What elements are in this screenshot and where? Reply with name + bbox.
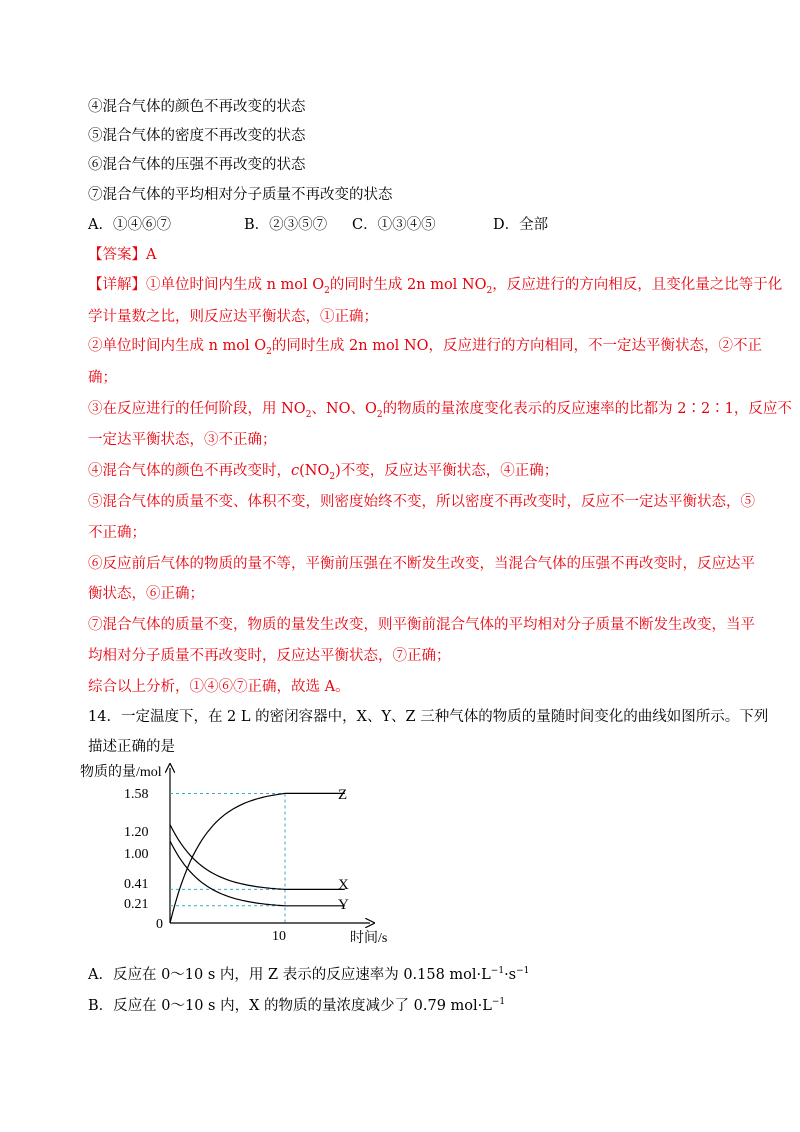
detail-line-4: 确；	[88, 370, 117, 386]
detail-line-1-c: ，反应进行的方向相反，且变化量之比等于化	[492, 277, 783, 293]
y-tick-0.41: 0.41	[124, 877, 149, 892]
y-tick-0.21: 0.21	[124, 897, 149, 912]
concentration-symbol: c	[291, 463, 300, 479]
detail-line-5-a: ③在反应进行的任何阶段，用 NO	[88, 401, 306, 417]
superscript: −1	[516, 966, 530, 977]
superscript: −1	[491, 997, 506, 1008]
subscript: 2	[486, 285, 493, 296]
question-14-line-2: 描述正确的是	[88, 739, 175, 755]
detail-line-1-a: 【详解】①单位时间内生成 n mol O	[88, 277, 325, 293]
subscript: 2	[266, 346, 272, 357]
detail-line-5	[88, 399, 792, 419]
detail-line-3	[88, 336, 762, 356]
condition-7: ⑦混合气体的平均相对分子质量不再改变的状态	[88, 187, 393, 203]
option-a-14-text: A．反应在 0～10 s 内，用 Z 表示的反应速率为 0.158 mol·L	[88, 967, 491, 983]
detail-line-14: 综合以上分析，①④⑥⑦正确，故选 A。	[88, 679, 350, 695]
detail-line-7-a: ④混合气体的颜色不再改变时，	[88, 463, 291, 479]
detail-line-13: 均相对分子质量不再改变时，反应达平衡状态，⑦正确；	[88, 648, 451, 664]
superscript: −1	[490, 966, 505, 977]
x-tick-10: 10	[272, 929, 286, 944]
y-tick-1.00: 1.00	[124, 847, 149, 862]
detail-line-7-d: )不变，反应达平衡状态，④正确；	[335, 463, 559, 479]
detail-line-3-b: 的同时生成 2n mol NO，反应进行的方向相同，不一定达平衡状态，②不正	[271, 338, 762, 354]
option-c-13: C．①③④⑤	[352, 217, 436, 233]
option-b-13: B．②③⑤⑦	[244, 217, 328, 233]
condition-5: ⑤混合气体的密度不再改变的状态	[88, 128, 306, 144]
option-a-14-unit: ·s	[504, 967, 517, 983]
detail-line-1-b: 的同时生成 2n mol NO	[329, 277, 487, 293]
detail-line-5-c: 的物质的量浓度变化表示的反应速率的比都为 2∶2∶1，反应不	[382, 401, 792, 417]
option-b-14	[88, 996, 505, 1016]
option-d-13: D．全部	[493, 217, 549, 233]
x-axis-label: 时间/s	[350, 931, 388, 946]
condition-6: ⑥混合气体的压强不再改变的状态	[88, 157, 306, 173]
option-b-14-text: B．反应在 0～10 s 内，X 的物质的量浓度减少了 0.79 mol·L	[88, 998, 492, 1014]
subscript: 2	[376, 409, 383, 420]
question-14-line-1: 14．一定温度下，在 2 L 的密闭容器中，X、Y、Z 三种气体的物质的量随时间变化的曲线如图所示。下列	[88, 709, 769, 725]
option-a-14	[88, 965, 529, 985]
series-curves	[170, 793, 345, 923]
series-label-y: Y	[338, 897, 349, 913]
detail-line-2: 学计量数之比，则反应达平衡状态，①正确；	[88, 309, 378, 325]
y-tick-0: 0	[156, 917, 163, 932]
detail-line-3-a: ②单位时间内生成 n mol O	[88, 338, 267, 354]
answer-label: 【答案】A	[88, 247, 157, 263]
condition-4: ④混合气体的颜色不再改变的状态	[88, 99, 306, 115]
detail-line-10: ⑥反应前后气体的物质的量不等，平衡前压强在不断发生改变，当混合气体的压强不再改变时，反应达平	[88, 556, 755, 572]
detail-line-12: ⑦混合气体的质量不变，物质的量发生改变，则平衡前混合气体的平均相对分子质量不断发生改变，当平	[88, 617, 755, 633]
subscript: 2	[324, 285, 330, 296]
detail-line-9: 不正确；	[88, 525, 146, 541]
detail-line-7-b: (NO	[299, 463, 330, 479]
detail-line-5-b: 、NO、O	[311, 401, 377, 417]
option-a-13: A．①④⑥⑦	[88, 217, 171, 233]
series-label-x: X	[338, 877, 349, 893]
detail-line-11: 衡状态，⑥正确；	[88, 586, 204, 602]
subscript: 2	[329, 471, 336, 482]
y-tick-1.58: 1.58	[124, 787, 149, 802]
subscript: 2	[305, 409, 312, 420]
series-label-z: Z	[338, 787, 348, 803]
y-tick-1.20: 1.20	[124, 825, 149, 840]
detail-line-1	[88, 275, 782, 295]
detail-line-6: 一定达平衡状态，③不正确；	[88, 432, 277, 448]
detail-line-7	[88, 461, 558, 481]
amount-vs-time-chart	[80, 760, 388, 950]
curve-x	[170, 825, 345, 890]
y-axis-label: 物质的量/mol	[80, 765, 162, 780]
detail-line-8: ⑤混合气体的质量不变、体积不变，则密度始终不变，所以密度不再改变时，反应不一定达平衡状态，⑤	[88, 494, 755, 510]
